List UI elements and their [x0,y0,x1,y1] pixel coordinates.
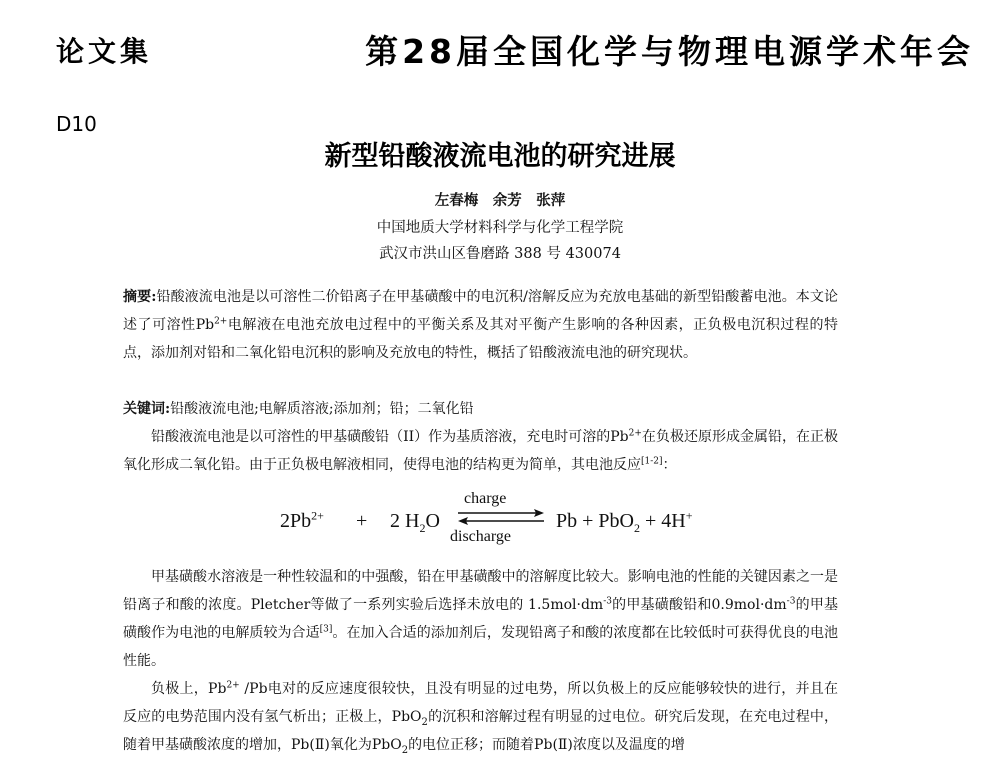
eq-pbo2-sub: 2 [633,521,640,535]
authors: 左春梅 余芳 张萍 [434,192,566,209]
eq-charge-label: charge [464,490,507,507]
running-header-left: 论文集 [56,35,153,68]
paper-title: 新型铅酸液流电池的研究进展 [324,141,676,172]
abstract-superscript: 2+ [214,316,228,327]
eq-reactant-lead [280,510,324,533]
acid-text-a: 甲基磺酸水溶液是一种性较温和的中强酸，铅在甲基磺酸中的溶解度比较大。影响电池的性能的关键因素之一是铅离子和酸的浓度。Pletcher等做了一系列实验后选择未放电的 1.5mol·dm [123,569,838,613]
eq-products [556,510,692,533]
paper-code: D10 [56,112,97,136]
address: 武汉市洪山区鲁磨路 388 号 430074 [379,246,621,262]
acid-text-c: 的甲基磺酸作为电池的电解质较为合适 [123,597,839,641]
eq-products-end: + 4H [639,510,686,532]
eq-plus-1: + [356,510,368,532]
acid-citation: [3] [319,624,333,635]
intro-text-b: 在负极还原形成金属铅，在正极氧化形成二氧化铅。由于正负极电解液相同，使得电池的结构更为简单，其电池反应 [123,429,839,473]
neg-text-a: 负极上，Pb [151,681,227,697]
eq-water-h: 2 H [390,510,420,532]
eq-pb: 2Pb [280,510,312,532]
negative-electrode-paragraph [123,675,838,759]
intro-paragraph [123,423,838,479]
abstract-label: 摘要: [123,289,157,305]
acid-superscript-1: -3 [603,596,612,607]
running-header-right: 第28届全国化学与物理电源学术年会 [365,32,974,71]
intro-text-c: ： [662,457,677,473]
eq-reactant-water [390,510,440,533]
abstract-text-b: 电解液在电池充放电过程中的平衡关系及其对平衡产生影响的各种因素，正负极电沉积过程的特点，添加剂对铅和二氧化铅电沉积的影响及充放电的特性，概括了铅酸液流电池的研究现状。 [123,317,838,361]
neg-text-d: 的电位正移；而随着Pb(Ⅱ)浓度以及温度的增 [408,737,685,753]
neg-superscript: 2+ [226,680,240,691]
neg-text-c: 的沉积和溶解过程有明显的过电位。研究后发现，在充电过程中，随着甲基磺酸浓度的增加，Pb(Ⅱ)氧化为PbO [123,709,839,753]
neg-subscript-2: 2 [401,744,409,756]
intro-superscript: 2+ [628,428,642,439]
intro-text-a: 铅酸液流电池是以可溶性的甲基磺酸铅（II）作为基质溶液，充电时可溶的Pb [151,429,629,445]
eq-water-sub: 2 [419,521,426,535]
keywords-label: 关键词: [123,401,171,417]
eq-discharge-label: discharge [450,528,512,545]
keywords-text: 铅酸液流电池;电解质溶液;添加剂；铅；二氧化铅 [170,401,474,417]
eq-h-charge: + [685,508,693,523]
acid-paragraph [123,563,838,675]
eq-products-a: Pb + PbO [556,510,634,532]
abstract [123,283,838,367]
acid-text-d: 。在加入合适的添加剂后，发现铅离子和酸的浓度都在比较低时可获得优良的电池性能。 [123,625,839,669]
cell-reaction-equation [250,488,770,552]
neg-subscript-1: 2 [421,716,428,728]
eq-double-arrow-icon [456,509,546,525]
acid-text-b: 的甲基磺酸铅和0.9mol·dm [611,597,787,613]
eq-pb-charge: 2+ [311,508,324,523]
eq-water-o: O [425,510,440,532]
neg-text-b: /Pb电对的反应速度很较快，且没有明显的过电势，所以负极上的反应能够较快的进行，并且在反应的电势范围内没有氢气析出；正极上，PbO [123,681,838,725]
affiliation: 中国地质大学材料科学与化学工程学院 [376,220,624,236]
intro-citation: [1-2] [641,456,663,467]
keywords [123,395,838,423]
acid-superscript-2: -3 [786,596,796,607]
abstract-text-a: 铅酸液流电池是以可溶性二价铅离子在甲基磺酸中的电沉积/溶解反应为充放电基础的新型铅酸蓄电池。本文论述了可溶性Pb [123,289,838,333]
